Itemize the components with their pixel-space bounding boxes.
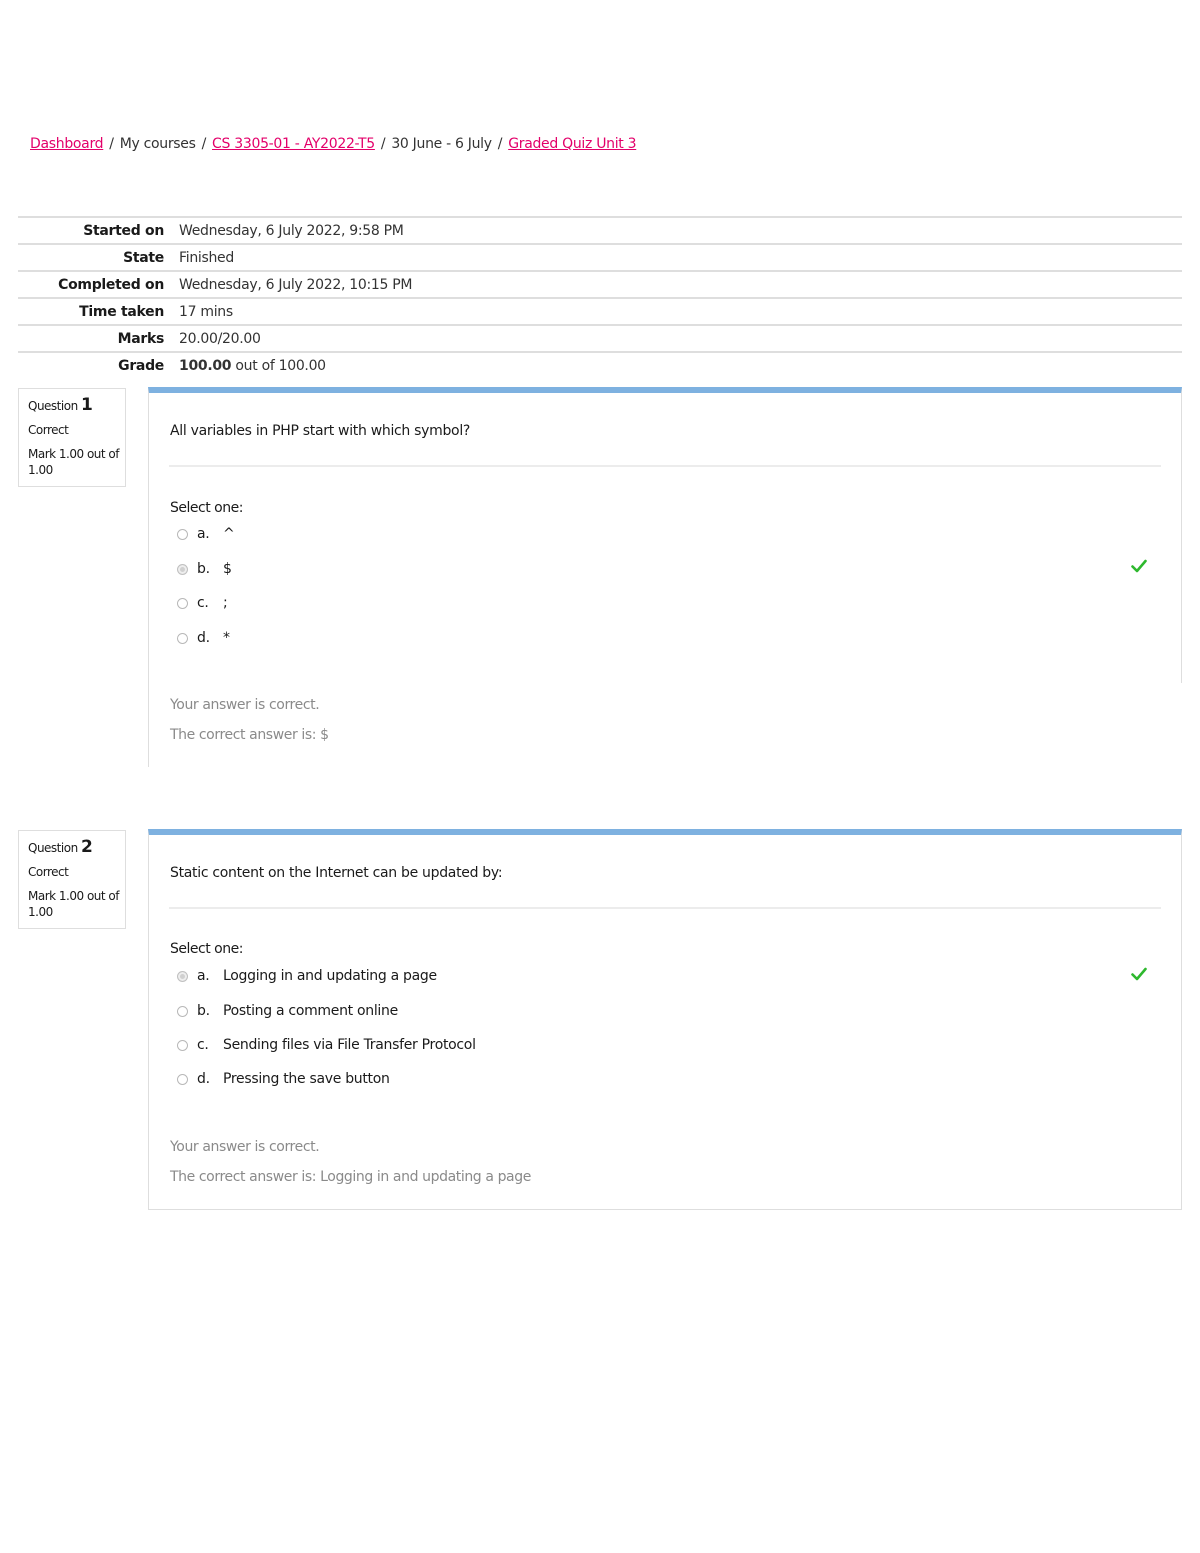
divider	[169, 465, 1161, 467]
option-text: Sending files via File Transfer Protocol	[223, 1037, 476, 1053]
answer-option[interactable]	[177, 1037, 476, 1053]
question-mark: Mark 1.00 out of 1.00	[28, 889, 119, 919]
option-text: Logging in and updating a page	[223, 968, 437, 984]
question-info-2	[18, 830, 126, 929]
breadcrumb-separator: /	[497, 136, 503, 152]
question-info-1	[18, 388, 126, 487]
option-text: $	[223, 561, 232, 577]
breadcrumb-separator: /	[380, 136, 386, 152]
answer-option[interactable]	[177, 968, 437, 984]
summary-label: Time taken	[79, 303, 164, 320]
summary-label: Started on	[83, 222, 164, 239]
radio-button[interactable]	[177, 1040, 188, 1051]
question-label: Question	[28, 399, 78, 413]
breadcrumb	[30, 136, 636, 152]
correct-answer-text: The correct answer is: Logging in and updating a page	[170, 1169, 531, 1185]
check-icon	[1131, 559, 1147, 573]
summary-row-started-on	[18, 217, 1182, 244]
check-icon	[1131, 967, 1147, 981]
summary-value: 20.00/20.00	[179, 330, 261, 347]
question-formulation-1	[148, 387, 1182, 683]
feedback-text: Your answer is correct.	[170, 697, 320, 713]
breadcrumb-dashboard-link[interactable]: Dashboard	[30, 136, 104, 152]
option-letter: b.	[197, 1003, 210, 1019]
breadcrumb-quiz-link[interactable]: Graded Quiz Unit 3	[508, 136, 637, 152]
question-number	[28, 839, 125, 856]
option-text: *	[223, 630, 230, 646]
summary-row-grade	[18, 352, 1182, 378]
option-letter: c.	[197, 1037, 209, 1053]
summary-value: Wednesday, 6 July 2022, 10:15 PM	[179, 276, 413, 293]
breadcrumb-separator: /	[109, 136, 114, 152]
breadcrumb-separator: /	[201, 136, 207, 152]
radio-button[interactable]	[177, 529, 188, 540]
option-letter: d.	[197, 630, 210, 646]
question-number-value: 1	[81, 395, 93, 415]
select-one-label: Select one:	[170, 941, 243, 957]
option-letter: a.	[197, 526, 210, 542]
breadcrumb-week: 30 June - 6 July	[391, 136, 492, 152]
question-number-value: 2	[81, 837, 93, 857]
question-state: Correct	[28, 865, 69, 879]
summary-label: State	[123, 249, 164, 266]
select-one-label: Select one:	[170, 500, 243, 516]
grade-score: 100.00	[179, 357, 232, 374]
radio-button[interactable]	[177, 633, 188, 644]
option-letter: b.	[197, 561, 210, 577]
answer-option[interactable]	[177, 1003, 398, 1019]
radio-button-selected[interactable]	[177, 971, 188, 982]
grade-out-of: out of 100.00	[231, 357, 326, 374]
summary-value: 17 mins	[179, 303, 233, 320]
summary-row-completed-on	[18, 271, 1182, 298]
question-text: Static content on the Internet can be updated by:	[170, 865, 503, 881]
summary-value: Finished	[179, 249, 234, 266]
question-feedback-1	[148, 683, 1182, 767]
summary-value: Wednesday, 6 July 2022, 9:58 PM	[179, 222, 404, 239]
summary-value	[179, 352, 1182, 378]
answer-option[interactable]	[177, 1071, 390, 1087]
summary-label: Completed on	[58, 276, 164, 293]
answer-option[interactable]	[177, 595, 227, 611]
summary-row-marks	[18, 325, 1182, 352]
question-label: Question	[28, 841, 78, 855]
question-mark: Mark 1.00 out of 1.00	[28, 447, 119, 477]
breadcrumb-my-courses: My courses	[119, 136, 196, 152]
answer-option[interactable]	[177, 561, 232, 577]
summary-row-state	[18, 244, 1182, 271]
question-formulation-2	[148, 829, 1182, 1125]
radio-button[interactable]	[177, 1006, 188, 1017]
radio-button[interactable]	[177, 1074, 188, 1085]
option-letter: d.	[197, 1071, 210, 1087]
radio-button[interactable]	[177, 598, 188, 609]
option-letter: a.	[197, 968, 210, 984]
question-text: All variables in PHP start with which symbol?	[170, 423, 471, 439]
attempt-summary-table	[18, 216, 1182, 378]
question-state: Correct	[28, 423, 69, 437]
divider	[169, 907, 1161, 909]
answer-option[interactable]	[177, 630, 230, 646]
option-letter: c.	[197, 595, 209, 611]
correct-answer-text: The correct answer is: $	[170, 727, 329, 743]
option-text: ;	[223, 595, 228, 611]
feedback-text: Your answer is correct.	[170, 1139, 320, 1155]
option-text: Pressing the save button	[223, 1071, 390, 1087]
breadcrumb-course-link[interactable]: CS 3305-01 - AY2022-T5	[212, 136, 375, 152]
answer-option[interactable]	[177, 526, 234, 542]
option-text: Posting a comment online	[223, 1003, 398, 1019]
option-text: ^	[223, 526, 235, 542]
summary-row-time-taken	[18, 298, 1182, 325]
radio-button-selected[interactable]	[177, 564, 188, 575]
question-feedback-2	[148, 1125, 1182, 1210]
question-number	[28, 397, 125, 414]
summary-label: Marks	[117, 330, 164, 347]
summary-label: Grade	[118, 357, 164, 374]
